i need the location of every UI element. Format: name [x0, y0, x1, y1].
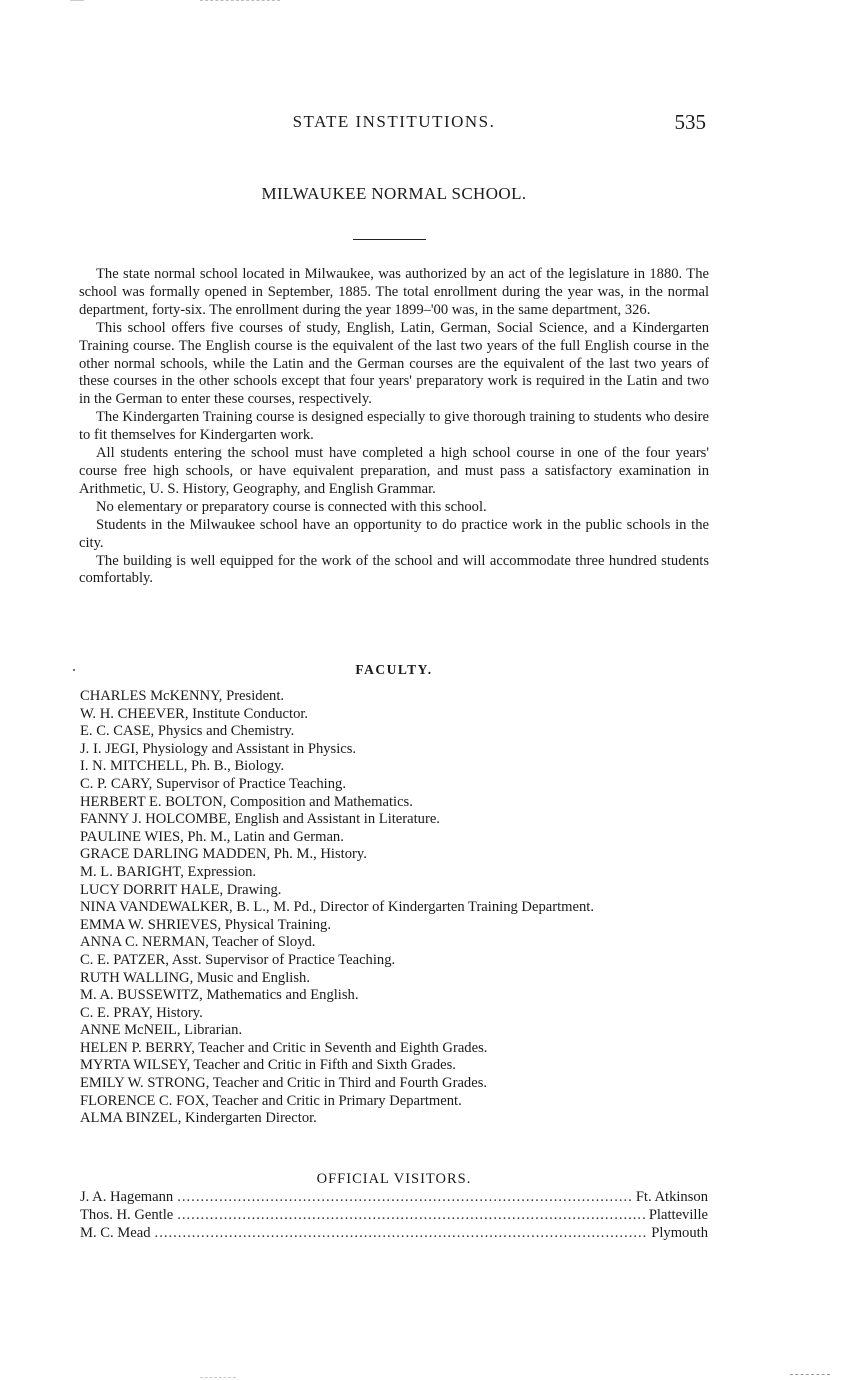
faculty-member: M. L. BARIGHT, Expression.: [80, 863, 257, 880]
visitors-heading: OFFICIAL VISITORS.: [316, 1171, 472, 1187]
dot-leader: [177, 1188, 632, 1206]
faculty-member: J. I. JEGI, Physiology and Assistant in Physics.: [80, 740, 357, 757]
faculty-member: HELEN P. BERRY, Teacher and Critic in Seventh and Eighth Grades.: [80, 1039, 488, 1056]
visitor-name: Thos. H. Gentle: [80, 1207, 174, 1223]
paragraph: This school offers five courses of study, English, Latin, German, Social Science, and a Kindergarten Training course. The English course is the equivalent of the last two years of the full English course in the other normal schools, while the Latin and the German courses are the equivalent of the last two years of these courses in the other schools except that four years' preparatory work is required in the Latin and two in the German to enter these courses, respectively.: [79, 319, 709, 408]
faculty-member: W. H. CHEEVER, Institute Conductor.: [80, 705, 309, 722]
title-rule: [353, 239, 426, 240]
faculty-member: E. C. CASE, Physics and Chemistry.: [80, 723, 295, 740]
scan-artifact: [200, 0, 280, 1]
running-title: STATE INSTITUTIONS.: [292, 112, 496, 131]
running-header: [80, 110, 708, 140]
faculty-member: GRACE DARLING MADDEN, Ph. M., History.: [80, 846, 367, 863]
paragraph: The state normal school located in Milwaukee, was authorized by an act of the legislature in 1880. The school was formally opened in September, 1885. The total enrollment during the year was, in the normal department, forty-six. The enrollment during the year 1899–'00 was, in the same department, 326.: [79, 266, 709, 318]
paragraph: No elementary or preparatory course is connected with this school.: [96, 498, 487, 515]
faculty-member: FLORENCE C. FOX, Teacher and Critic in Primary Department.: [80, 1092, 462, 1109]
body-text: [79, 266, 709, 588]
faculty-member: HERBERT E. BOLTON, Composition and Mathematics.: [80, 793, 413, 810]
dot-leader: [155, 1224, 648, 1242]
faculty-member: PAULINE WIES, Ph. M., Latin and German.: [80, 828, 344, 845]
faculty-member: ALMA BINZEL, Kindergarten Director.: [80, 1110, 317, 1127]
faculty-member: C. E. PRAY, History.: [80, 1004, 203, 1021]
faculty-member: EMILY W. STRONG, Teacher and Critic in Third and Fourth Grades.: [80, 1075, 488, 1092]
faculty-heading: FACULTY.: [355, 662, 433, 677]
paragraph: All students entering the school must have completed a high school course in one of the four years' course free high schools, or have equivalent preparation, and must pass a satisfactory examination in Arithmetic, U. S. History, Geography, and English Grammar.: [79, 445, 709, 497]
visitor-place: Ft. Atkinson: [635, 1189, 708, 1205]
faculty-member: ANNE McNEIL, Librarian.: [80, 1022, 243, 1039]
faculty-member: RUTH WALLING, Music and English.: [80, 969, 310, 986]
scan-artifact: [790, 1374, 830, 1375]
visitor-name: M. C. Mead: [80, 1225, 151, 1241]
page-number: 535: [674, 110, 706, 134]
visitors-list: [80, 1188, 708, 1242]
faculty-member: C. P. CARY, Supervisor of Practice Teaching.: [80, 775, 346, 792]
faculty-member: I. N. MITCHELL, Ph. B., Biology.: [80, 758, 285, 775]
dot-leader: [177, 1206, 645, 1224]
faculty-member: M. A. BUSSEWITZ, Mathematics and English.: [80, 987, 359, 1004]
visitor-entry: [80, 1224, 708, 1242]
faculty-member: C. E. PATZER, Asst. Supervisor of Practice Teaching.: [80, 951, 396, 968]
visitor-entry: [80, 1188, 708, 1206]
paragraph: The building is well equipped for the work of the school and will accommodate three hundred students comfortably.: [79, 552, 709, 587]
paragraph: The Kindergarten Training course is designed especially to give thorough training to students who desire to fit themselves for Kindergarten work.: [79, 409, 709, 444]
faculty-member: MYRTA WILSEY, Teacher and Critic in Fifth and Sixth Grades.: [80, 1057, 456, 1074]
visitor-place: Plymouth: [651, 1225, 708, 1241]
faculty-member: NINA VANDEWALKER, B. L., M. Pd., Director of Kindergarten Training Department.: [80, 899, 594, 916]
visitor-entry: [80, 1206, 708, 1224]
scan-artifact: [200, 1377, 236, 1378]
visitor-name: J. A. Hagemann: [80, 1189, 174, 1205]
scan-artifact: [70, 0, 84, 1]
faculty-member: CHARLES McKENNY, President.: [80, 688, 285, 704]
faculty-list: [80, 688, 708, 1128]
faculty-member: LUCY DORRIT HALE, Drawing.: [80, 881, 282, 898]
visitor-place: Platteville: [648, 1207, 708, 1223]
paragraph: Students in the Milwaukee school have an opportunity to do practice work in the public schools in the city.: [79, 516, 709, 551]
section-title: MILWAUKEE NORMAL SCHOOL.: [261, 184, 527, 203]
faculty-member: ANNA C. NERMAN, Teacher of Sloyd.: [80, 934, 316, 951]
scan-artifact: [73, 669, 75, 671]
faculty-member: EMMA W. SHRIEVES, Physical Training.: [80, 916, 331, 933]
faculty-member: FANNY J. HOLCOMBE, English and Assistant in Literature.: [80, 811, 440, 828]
